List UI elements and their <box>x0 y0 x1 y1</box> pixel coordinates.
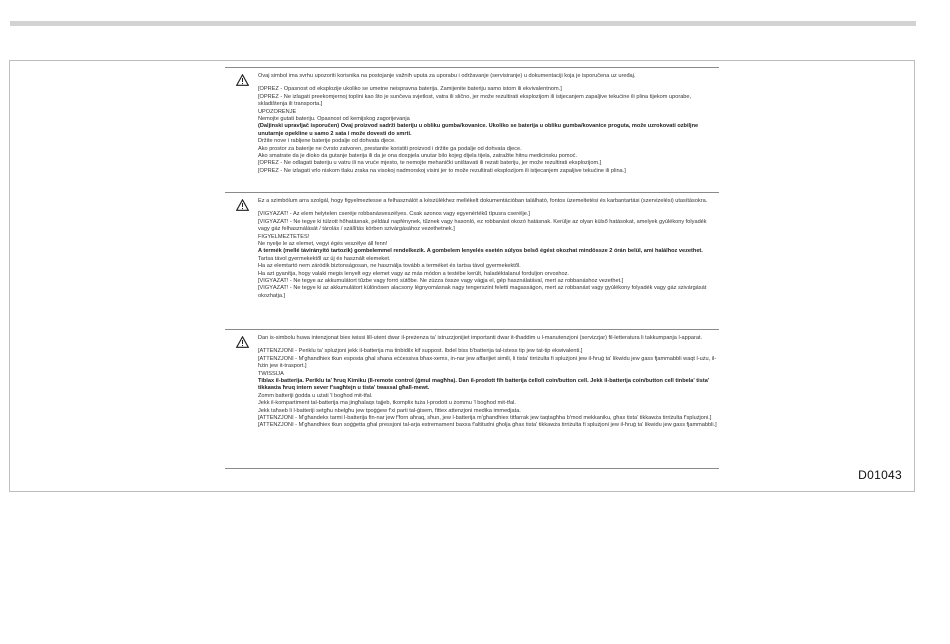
text-line: Ako prostor za baterije ne čvrsto zatvoren, prestanite koristiti proizvod i držite ga podalje od dohvata djece. <box>258 145 522 152</box>
text-line: (Daljinski upravljač isporučen) Ovaj proizvod sadrži bateriju u obliku gumba/kovanice. Ukoliko se baterija u obliku gumba/kovanice proguta, može uzrokovati ozbiljne unutarnje opekline u samo 2 sata i može dovesti do smrti. <box>258 123 699 137</box>
text-line: Tartsa távol gyermekektől az új és használt elemeket. <box>258 255 391 262</box>
text-line: Držite nove i rabljene baterije podalje od dohvata djece. <box>258 138 396 145</box>
text-line: Jekk il-kompartiment tal-batterija ma jingħalaqx tajjeb, tkomplix tuża l-prodott u żommu 'l bogħod mit-tfal. <box>258 400 516 407</box>
section-text <box>258 335 717 430</box>
text-line: Jekk taħseb li l-batteriji setgħu nbelgħu jew tpoġġew f'xi parti tal-ġisem, fittex attenzjoni medika immedjata. <box>258 407 521 414</box>
text-line: [OPREZ - Ne odlagati bateriju u vatru ili na vruće mjesto, te nemojte mehanički uništavati ili rezati bateriju, jer može rezultirati eksplozijom.] <box>258 160 602 167</box>
section-lead: Dan is-simbolu huwa intenzjonat biex iwissi lill-utent dwar il-preżenza ta' istruzzjonijiet importanti dwar it-tħaddim u l-manutenzjoni (servizzjar) fil-letteratura li takkumpanja l-apparat. <box>258 335 703 341</box>
text-line: Ha az elemtartó nem záródik biztonságosan, ne használja tovább a terméket és tartsa távol gyermekektől. <box>258 263 521 270</box>
text-line: [VIGYÁZAT! - Az elem helytelen cseréje robbanásveszélyes. Csak azonos vagy egyenértékű típusra cserélje.] <box>258 211 530 218</box>
text-line: Nemojte gutati bateriju. Opasnost od kemijskog zagorijevanja <box>258 116 410 123</box>
text-line: [VIGYÁZAT! - Ne tegye ki az akkumulátort különösen alacsony légnyomásnak nagy tengerszint feletti magasságon, mert az robbanást vagy gyúlékony folyadék vagy gáz szivárgását okozhatja.] <box>258 285 707 299</box>
warning-triangle-icon <box>236 199 249 211</box>
text-line: TWISSIJA <box>258 370 284 377</box>
document-frame <box>9 60 915 492</box>
text-line: FIGYELMEZTETÉS! <box>258 233 310 240</box>
text-line: [ATTENZJONI - M'għandhiex tkun soġġetta għal pressjoni tal-arja estremament baxxa f'altitudni għolja għax tista' tikkawża tirriżulta fi splużjoni jew il-ħruġ ta' likwidu jew gass fjammabbli.] <box>258 422 717 429</box>
text-line: [ATTENZJONI - M'għandhiex tkun esposta għal sħana eċċessiva bħax-xemx, in-nar jew affarijiet simili, li tista' tirriżulta fi splużjoni jew il-ħruġ ta' likwidu jew gass fjammabbli waqt l-użu, il-ħżin jew it-trasport.] <box>258 355 717 370</box>
warning-section-croatian <box>225 67 719 190</box>
text-line: UPOZORENJE <box>258 108 297 115</box>
text-line: [ATTENZJONI - Periklu ta' splużjoni jekk il-batterija ma tinbidilx kif suppost. Ibdel biss b'batterija tal-istess tip jew tat-tip ekwivalenti.] <box>258 348 583 355</box>
top-divider-bar <box>10 21 916 26</box>
section-lead: Ez a szimbólum arra szolgál, hogy figyelmeztesse a felhasználót a készülékhez mellékelt dokumentációban található, fontos üzemeltetési és karbantartási (szervizelési) utasításokra. <box>258 198 708 204</box>
section-text <box>258 73 717 175</box>
text-line: [OPREZ - Ne izlagati vrlo niskom tlaku zraka na visokoj nadmorskoj visini jer to može rezultirati eksplozijom ili istjecanjem zapaljive tekućine ili plina.] <box>258 167 626 174</box>
text-line: [ATTENZJONI - M'għandekx tarmi l-batterija fin-nar jew f'forn aħraq, sħun, jew l-batterija m'għandhiex titfarrak jew taqtagħha b'mod mekkaniku, għax tista' tikkawża tirriżulta f'splużjoni.] <box>258 415 712 422</box>
text-line: A termék (mellé távirányító tartozik) gombelemmel rendelkezik. A gombelem lenyelés esetén súlyos belső égést okozhat mindössze 2 órán belül, ami halálhoz vezethet. <box>258 248 703 255</box>
section-lead: Ovaj simbol ima svrhu upozoriti korisnika na postojanje važnih uputa za uporabu i održavanje (servisiranje) u dokumentaciji koja je isporučena uz uređaj. <box>258 73 636 79</box>
text-line: [VIGYÁZAT! - Ne tegye ki túlzott hőhatásnak, például napfénynek, tűznek vagy hasonló, ez robbanást okozó hatásnak. Kerülje az olyan külső hatásokat, amelyek gyúlékony folyadék vagy gáz felhasználását / tárolás / szállítás körben szivárgásához vezethetnek.] <box>258 218 707 233</box>
warning-section-maltese <box>225 329 719 469</box>
text-line: Żomm batteriji ġodda u użati 'l bogħod mit-tfal. <box>258 392 373 399</box>
section-text <box>258 198 717 300</box>
document-code: D01043 <box>858 468 902 482</box>
text-line: Ha azt gyanítja, hogy valaki megis lenyelt egy elemet vagy az más módon a testébe került, haladéktalanul forduljon orvoshoz. <box>258 270 569 277</box>
text-line: Ako smatrate da je dioko da gutanje baterija ili da je ona dospjela unutar bilo kojeg dijela tijela, zatražite hitnu medicinsku pomoć. <box>258 153 578 160</box>
warning-triangle-icon <box>236 336 249 348</box>
text-line: [VIGYÁZAT! - Ne tegye az akkumulátort tűzbe vagy forró sütőbe. Ne zúzza össze vagy vágja el, gép használatával, mert az robbanáshoz vezethet.] <box>258 278 624 285</box>
warning-section-hungarian <box>225 192 719 327</box>
warning-triangle-icon <box>236 74 249 86</box>
text-line: Tiblax il-batterija. Periklu ta' ħruq Kimiku (Il-remote control (ġmul magħha). Dan il-prodott fih batterija ċelloli coin/button cell. Jekk il-batterija coin/button cell tinbela' tista' tikkawża ħruq intern sever f'sagħtejn u tista' twassal għall-mewt. <box>258 378 710 392</box>
text-line: [OPREZ - Opasnost od eksplozije ukoliko se umetne neispravna baterija. Zamijenite bateriju samo istom ili ekvivalentnom.] <box>258 86 562 93</box>
text-line: [OPREZ - Ne izlagati preekomjernoj toplini kao što je sunčeva svjetlost, vatra ili slično, jer može rezultirati eksplozijom ili istjecanjem zapaljive tekućine ili plina tijekom uporabe, skladištenja ili transporta.] <box>258 93 692 108</box>
text-line: Ne nyelje le az elemet, vegyi égés veszélye áll fenn! <box>258 241 388 248</box>
